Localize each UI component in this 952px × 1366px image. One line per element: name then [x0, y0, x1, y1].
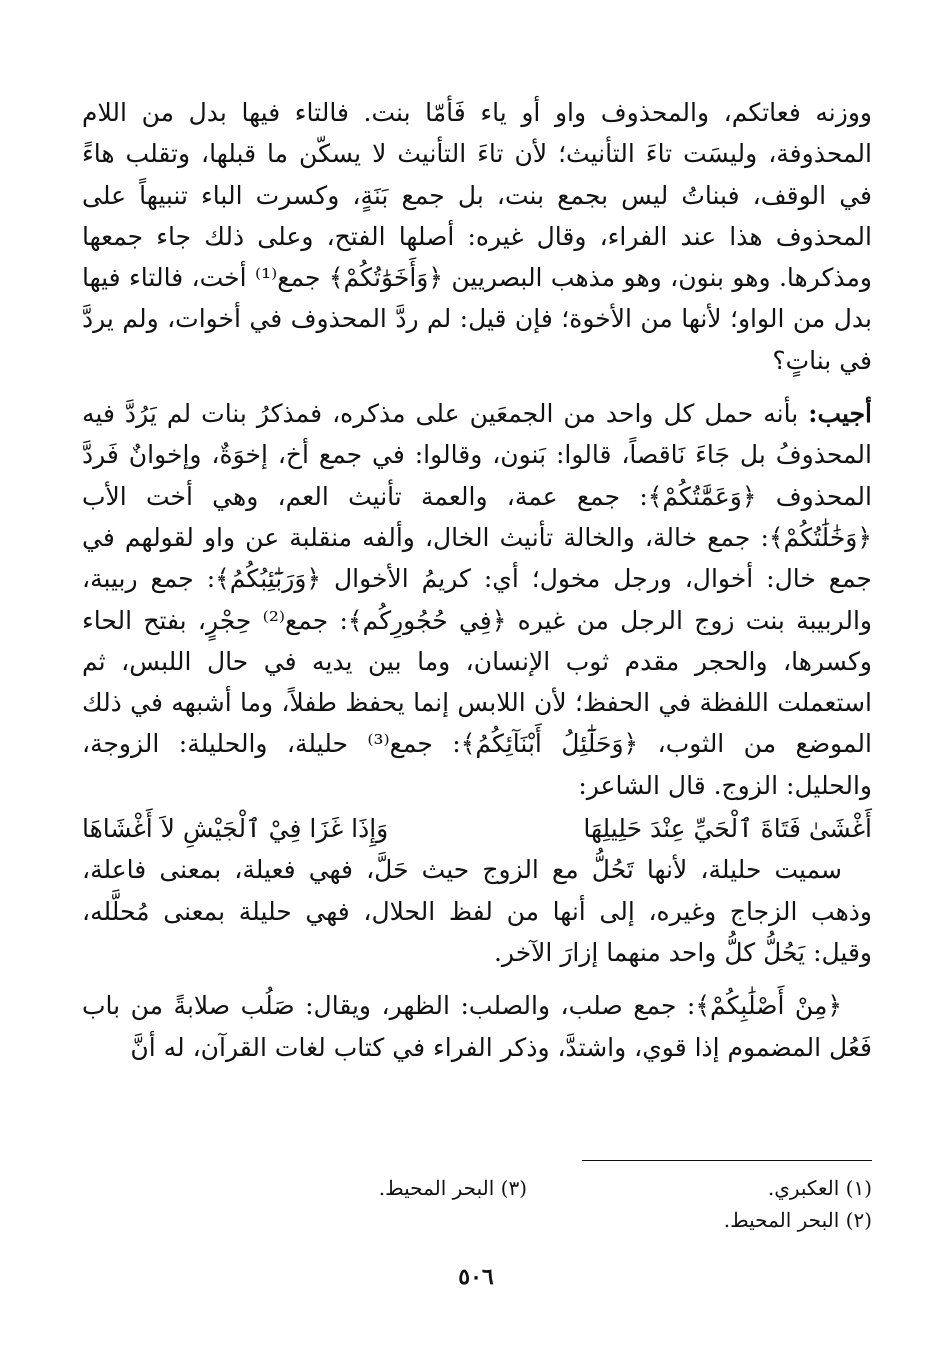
- page-body: [82, 92, 872, 1068]
- verse-second-hemistich: وَإِذَا غَزَا فِيْ ٱلْجَيْشِ لاَ أَغْشَاهَا: [82, 814, 389, 844]
- paragraph-4: ﴿مِنْ أَصْلَٰبِكُمْ﴾: جمع صلب، والصلب: الظهر، ويقال: صَلُب صلابةً من باب فَعُل المضموم إذا قوي، واشتدَّ، وذكر الفراء في كتاب لغات القرآن، له أنَّ: [82, 991, 872, 1062]
- page-number: ٥٠٦: [458, 1264, 494, 1290]
- poetry-verse: [82, 808, 872, 849]
- footnote-divider: [582, 1160, 872, 1161]
- footnote-2: (٢) البحر المحيط.: [723, 1208, 872, 1232]
- footnote-row: [82, 1204, 872, 1236]
- footnote-row: [82, 1172, 872, 1204]
- footnote-3: (٣) البحر المحيط.: [378, 1176, 527, 1200]
- footnote-1: (١) العكبري.: [767, 1176, 872, 1200]
- paragraph-3: سميت حليلة، لأنها تَحُلُّ مع الزوج حيث حَلَّ، فهي فعيلة، بمعنى فاعلة، وذهب الزجاج وغيره، إلى أنها من لفظ الحلال، فهي حليلة بمعنى مُحلَّله، وقيل: يَحُلُّ كلُّ واحد منهما إزارَ الآخر.: [82, 855, 872, 967]
- paragraph-1: ووزنه فعاتكم، والمحذوف واو أو ياء فَأمّا بنت. فالتاء فيها بدل من اللام المحذوفة، وليسَت تاءَ التأنيث؛ لأن تاءَ التأنيث لا يسكّن ما قبلها، وتقلب هاءً في الوقف، فبناتُ ليس بجمع بنت، بل جمع بَنَةٍ، وكسرت الباء تنبيهاً على المحذوف هذا عند الفراء، وقال غيره: أصلها الفتح، وعلى ذلك جاء جمعها ومذكرها. وهو بنون، وهو مذهب البصريين ﴿وَأَخَوَٰتُكُمْ﴾ جمع⁽¹⁾ أخت، فالتاء فيها بدل من الواو؛ لأنها من الأخوة؛ فإن قيل: لم ردَّ المحذوف في أخوات، ولم يردَّ في بناتٍ؟: [82, 98, 872, 375]
- paragraph-2: [82, 393, 872, 806]
- paragraph-2-lead: أجيب:: [808, 399, 872, 429]
- footnotes: [82, 1172, 872, 1236]
- verse-first-hemistich: أَغْشَىٰ فَتَاةَ ٱلْحَيِّ عِنْدَ حَلِيلِهَا: [583, 814, 872, 844]
- paragraph-2-text: بأنه حمل كل واحد من الجمعَين على مذكره، فمذكرُ بنات لم يَرُدَّ فيه المحذوفُ بل جَاءَ نَاقصاً، قالوا: بَنون، وقالوا: في جمع أخ، إخوَةٌ، وإخوانٌ فَردَّ المحذوف ﴿وَعَمَّٰتُكُمْ﴾: جمع عمة، والعمة تأنيث العم، وهي أخت الأب ﴿وَخَٰلَٰتُكُمْ﴾: جمع خالة، والخالة تأنيث الخال، وألفه منقلبة عن واو لقولهم في جمع خال: أخوال، ورجل مخول؛ أي: كريمُ الأخوال ﴿وَرَبَٰٓئِبُكُمُ﴾: جمع ربيبة، والربيبة بنت زوج الرجل من غيره ﴿فِي حُجُورِكُم﴾: جمع⁽²⁾ حِجْرٍ، بفتح الحاء وكسرها، والحجر مقدم ثوب الإنسان، وما بين يديه في حال اللبس، ثم استعملت اللفظة في الحفظ؛ لأن اللابس إنما يحفظ طفلاً، وما أشبهه في ذلك الموضع من الثوب، ﴿وَحَلَٰٓئِلُ أَبْنَآئِكُمُ﴾: جمع⁽³⁾ حليلة، والحليلة: الزوجة، والحليل: الزوج. قال الشاعر:: [82, 399, 872, 800]
